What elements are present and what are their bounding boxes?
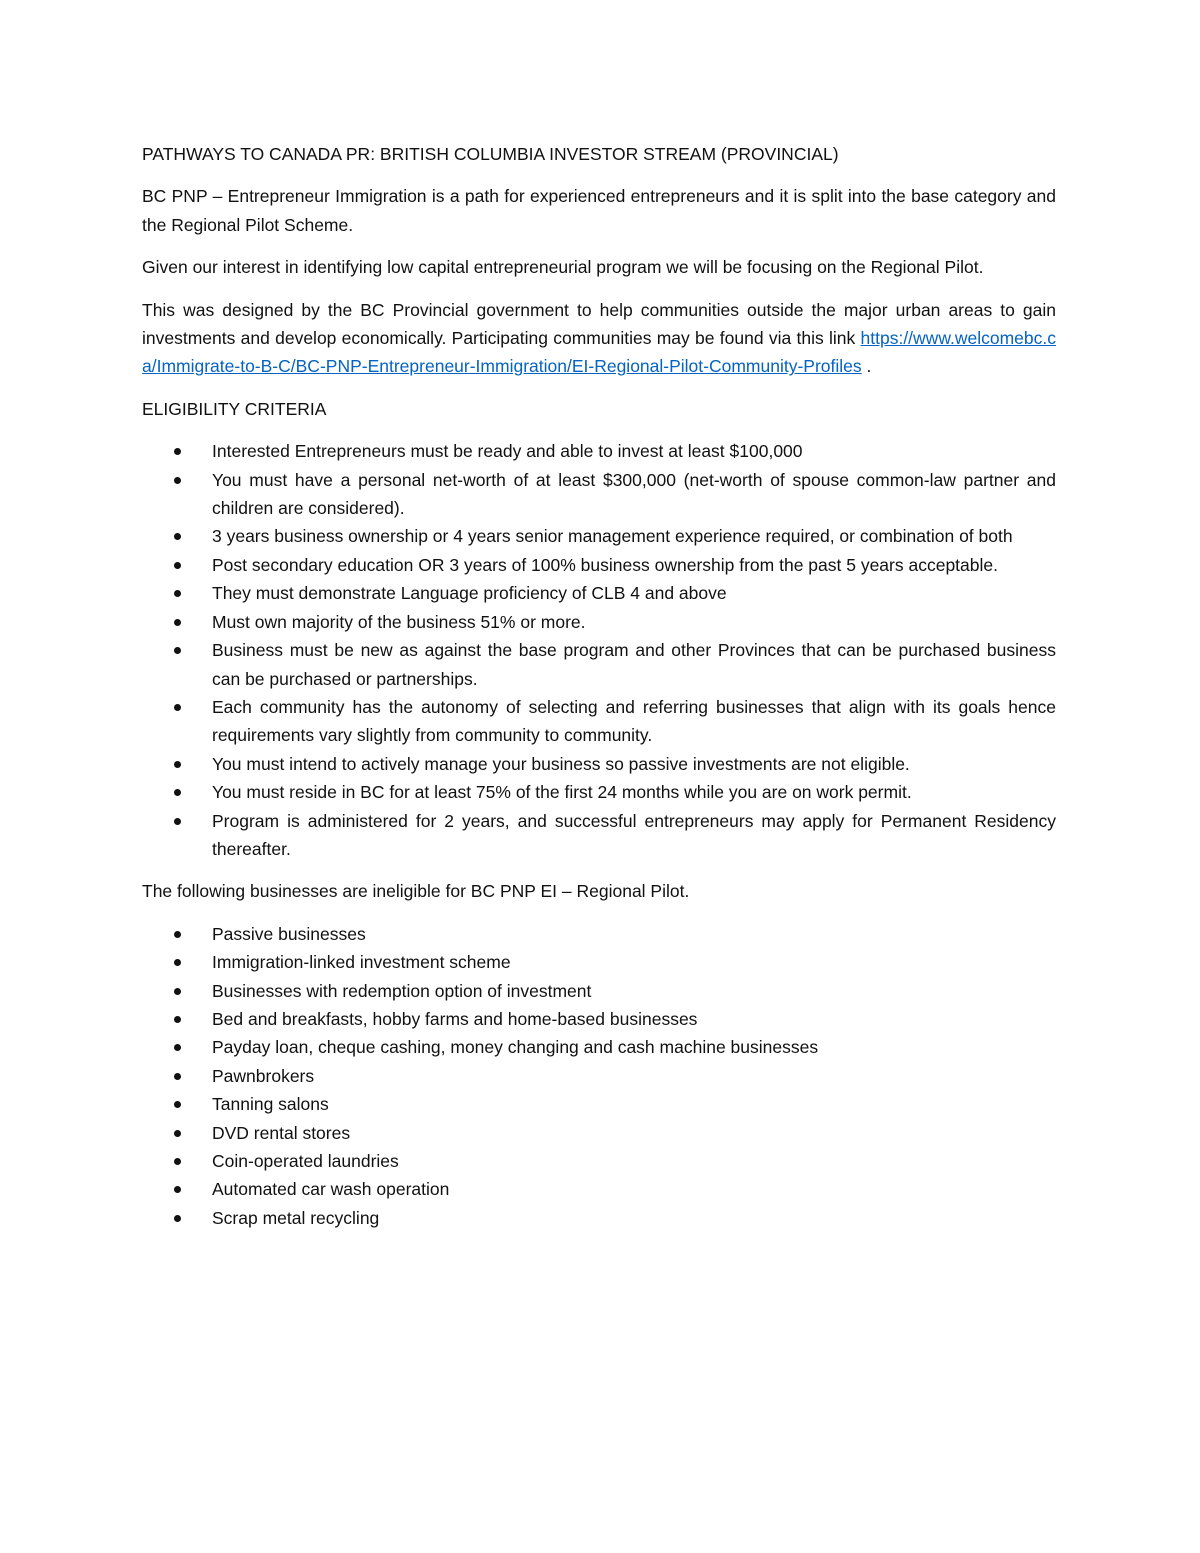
ineligible-item: Automated car wash operation [142,1175,1056,1203]
eligibility-item: Program is administered for 2 years, and successful entrepreneurs may apply for Permanent Residency thereafter. [142,807,1056,864]
ineligible-item: Coin-operated laundries [142,1147,1056,1175]
bullet-icon [174,818,181,825]
intro-paragraph: BC PNP – Entrepreneur Immigration is a path for experienced entrepreneurs and it is split into the base category and the Regional Pilot Scheme. [142,186,1056,235]
ineligible-item: Passive businesses [142,920,1056,948]
bullet-icon [174,477,181,484]
bullet-icon [174,647,181,654]
ineligible-item: Scrap metal recycling [142,1204,1056,1232]
bullet-icon [174,959,181,966]
bullet-icon [174,1101,181,1108]
document-title: PATHWAYS TO CANADA PR: BRITISH COLUMBIA INVESTOR STREAM (PROVINCIAL) [142,144,839,164]
eligibility-item: They must demonstrate Language proficiency of CLB 4 and above [142,579,1056,607]
ineligible-item: Businesses with redemption option of investment [142,977,1056,1005]
bullet-icon [174,1073,181,1080]
eligibility-item: Interested Entrepreneurs must be ready and able to invest at least $100,000 [142,437,1056,465]
link-suffix: . [861,356,872,377]
bullet-icon [174,533,181,540]
bullet-icon [174,1158,181,1165]
eligibility-item: Must own majority of the business 51% or more. [142,608,1056,636]
eligibility-item: You must reside in BC for at least 75% of the first 24 months while you are on work permit. [142,778,1056,806]
ineligible-list [142,920,1056,1232]
design-text: This was designed by the BC Provincial government to help communities outside the major urban areas to gain investments and develop economically. Participating communities may be found via this link [142,299,1056,349]
bullet-icon [174,789,181,796]
eligibility-item: 3 years business ownership or 4 years senior management experience required, or combination of both [142,522,1056,550]
bullet-icon [174,619,181,626]
bullet-icon [174,448,181,455]
eligibility-heading: ELIGIBILITY CRITERIA [142,398,327,419]
communities-link[interactable]: https://www.welcomebc.ca/Immigrate-to-B-C/BC-PNP-Entrepreneur-Immigration/EI-Regional-Pilot-Community-Profiles [142,328,1056,377]
focus-paragraph: Given our interest in identifying low capital entrepreneurial program we will be focusing on the Regional Pilot. [142,257,984,278]
bullet-icon [174,590,181,597]
ineligible-item: Bed and breakfasts, hobby farms and home-based businesses [142,1005,1056,1033]
eligibility-item: Each community has the autonomy of selecting and referring businesses that align with its goals hence requirements vary slightly from community to community. [142,693,1056,750]
bullet-icon [174,1016,181,1023]
bullet-icon [174,931,181,938]
bullet-icon [174,761,181,768]
bullet-icon [174,988,181,995]
ineligible-item: DVD rental stores [142,1119,1056,1147]
eligibility-item: Post secondary education OR 3 years of 100% business ownership from the past 5 years acceptable. [142,551,1056,579]
bullet-icon [174,1186,181,1193]
design-paragraph [142,296,1056,381]
eligibility-item: You must have a personal net-worth of at least $300,000 (net-worth of spouse common-law partner and children are considered). [142,466,1056,523]
ineligible-item: Payday loan, cheque cashing, money changing and cash machine businesses [142,1033,1056,1061]
bullet-icon [174,562,181,569]
bullet-icon [174,1215,181,1222]
ineligible-item: Pawnbrokers [142,1062,1056,1090]
bullet-icon [174,1130,181,1137]
bullet-icon [174,704,181,711]
document-page [142,140,1056,1246]
ineligible-item: Immigration-linked investment scheme [142,948,1056,976]
ineligible-heading: The following businesses are ineligible for BC PNP EI – Regional Pilot. [142,881,690,902]
eligibility-item: You must intend to actively manage your business so passive investments are not eligible. [142,750,1056,778]
eligibility-item: Business must be new as against the base program and other Provinces that can be purchased business can be purchased or partnerships. [142,636,1056,693]
bullet-icon [174,1044,181,1051]
eligibility-list [142,437,1056,863]
ineligible-item: Tanning salons [142,1090,1056,1118]
